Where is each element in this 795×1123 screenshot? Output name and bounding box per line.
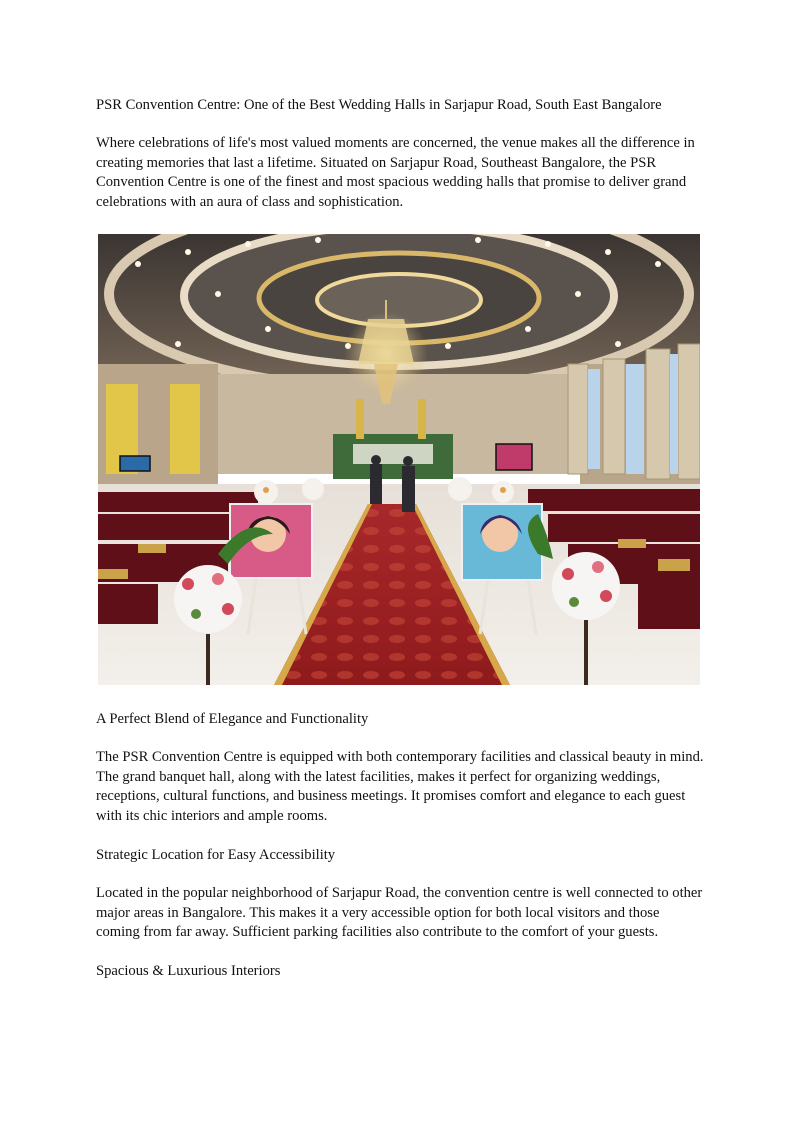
screen-right	[496, 444, 532, 470]
section-heading: A Perfect Blend of Elegance and Functionality	[96, 711, 369, 727]
section-paragraph: The PSR Convention Centre is equipped with both contemporary facilities and classical beauty in mind. The grand banquet hall, along with the latest facilities, makes it perfect for organizing weddings, receptions, cultural functions, and business meetings. It promises comfort and elegance to each guest with its chic interiors and ample rooms.	[96, 749, 704, 824]
intro-paragraph: Where celebrations of life's most valued moments are concerned, the venue makes all the difference in creating memories that last a lifetime. Situated on Sarjapur Road, Southeast Bangalore, the PSR Convention Centre is one of the finest and most spacious wedding halls that promise to deliver grand celebrations with an aura of class and sophistication.	[96, 135, 695, 210]
banquet-hall-photo	[98, 234, 700, 685]
document-title: PSR Convention Centre: One of the Best Wedding Halls in Sarjapur Road, South East Bangalore	[96, 97, 662, 113]
section-heading: Strategic Location for Easy Accessibility	[96, 847, 336, 863]
section-heading: Spacious & Luxurious Interiors	[96, 963, 281, 979]
screen-left	[120, 456, 150, 471]
section-paragraph: Located in the popular neighborhood of Sarjapur Road, the convention centre is well connected to other major areas in Bangalore. This makes it a very accessible option for both local visitors and those coming from far away. Sufficient parking facilities also contribute to the comfort of your guests.	[96, 885, 703, 940]
